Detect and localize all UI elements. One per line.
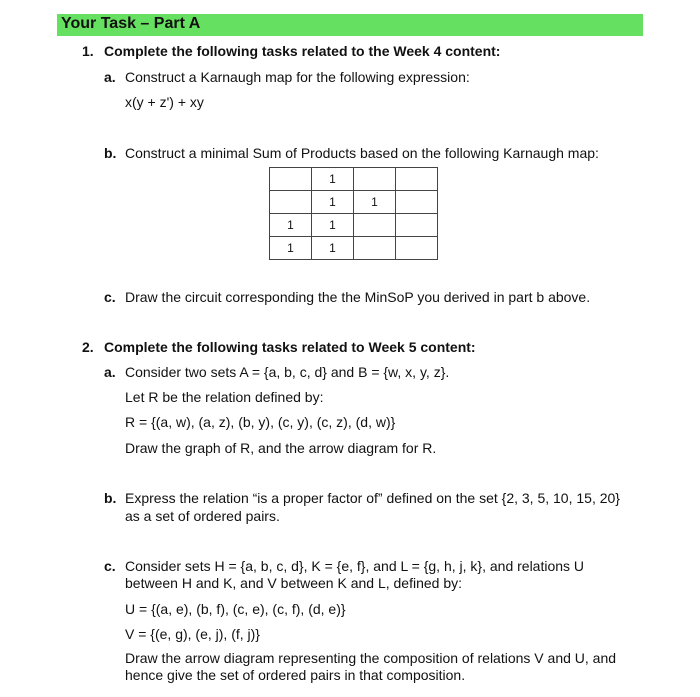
page-title: Your Task – Part A bbox=[61, 15, 201, 32]
kmap-cell: 1 bbox=[312, 237, 354, 260]
kmap-cell bbox=[354, 168, 396, 191]
karnaugh-map bbox=[269, 167, 438, 260]
q2a-label: a. bbox=[104, 364, 116, 380]
q2c-line: hence give the set of ordered pairs in that composition. bbox=[125, 667, 466, 683]
q1b-text: Construct a minimal Sum of Products based on the following Karnaugh map: bbox=[125, 145, 599, 161]
q2c-line: Consider sets H = {a, b, c, d}, K = {e, f}, and L = {g, h, j, k}, and relations U bbox=[125, 558, 585, 574]
q1a-expression: x(y + z') + xy bbox=[125, 94, 204, 110]
kmap-cell: 1 bbox=[312, 214, 354, 237]
q1a-label: a. bbox=[104, 69, 116, 85]
q2a-line: Draw the graph of R, and the arrow diagram for R. bbox=[125, 440, 437, 456]
kmap-cell bbox=[396, 191, 438, 214]
kmap-cell bbox=[396, 214, 438, 237]
q1c-text: Draw the circuit corresponding the the MinSoP you derived in part b above. bbox=[125, 289, 591, 305]
q1a-text: Construct a Karnaugh map for the following expression: bbox=[125, 69, 470, 85]
kmap-row bbox=[270, 237, 438, 260]
kmap-row bbox=[270, 191, 438, 214]
q2c-relation-u: U = {(a, e), (b, f), (c, e), (c, f), (d, e)} bbox=[125, 601, 346, 617]
kmap-cell bbox=[354, 214, 396, 237]
q2b-line: as a set of ordered pairs. bbox=[125, 508, 280, 524]
q2b-line: Express the relation “is a proper factor of” defined on the set {2, 3, 5, 10, 15, 20} bbox=[125, 490, 620, 506]
kmap-cell: 1 bbox=[270, 237, 312, 260]
kmap-cell bbox=[396, 237, 438, 260]
section-banner bbox=[57, 14, 643, 36]
q2-number: 2. bbox=[82, 339, 94, 355]
q2a-line: Consider two sets A = {a, b, c, d} and B = {w, x, y, z}. bbox=[125, 364, 450, 380]
kmap-cell: 1 bbox=[354, 191, 396, 214]
kmap-cell: 1 bbox=[312, 168, 354, 191]
kmap-cell: 1 bbox=[312, 191, 354, 214]
kmap-row bbox=[270, 168, 438, 191]
q1b-label: b. bbox=[104, 145, 117, 161]
q2c-label: c. bbox=[104, 558, 116, 574]
q1-title: Complete the following tasks related to the Week 4 content: bbox=[104, 43, 501, 59]
q2c-relation-v: V = {(e, g), (e, j), (f, j)} bbox=[125, 626, 260, 642]
kmap-cell bbox=[270, 191, 312, 214]
q1c-label: c. bbox=[104, 289, 116, 305]
kmap-cell bbox=[396, 168, 438, 191]
kmap-cell bbox=[270, 168, 312, 191]
kmap-cell: 1 bbox=[270, 214, 312, 237]
kmap-row bbox=[270, 214, 438, 237]
q2-title: Complete the following tasks related to Week 5 content: bbox=[104, 339, 476, 355]
kmap-cell bbox=[354, 237, 396, 260]
q2c-line: between H and K, and V between K and L, defined by: bbox=[125, 575, 463, 591]
q2b-label: b. bbox=[104, 490, 117, 506]
q2a-line: Let R be the relation defined by: bbox=[125, 389, 324, 405]
q2c-line: Draw the arrow diagram representing the composition of relations V and U, and bbox=[125, 650, 617, 666]
q1-number: 1. bbox=[82, 43, 94, 59]
q2a-relation: R = {(a, w), (a, z), (b, y), (c, y), (c, z), (d, w)} bbox=[125, 414, 396, 430]
